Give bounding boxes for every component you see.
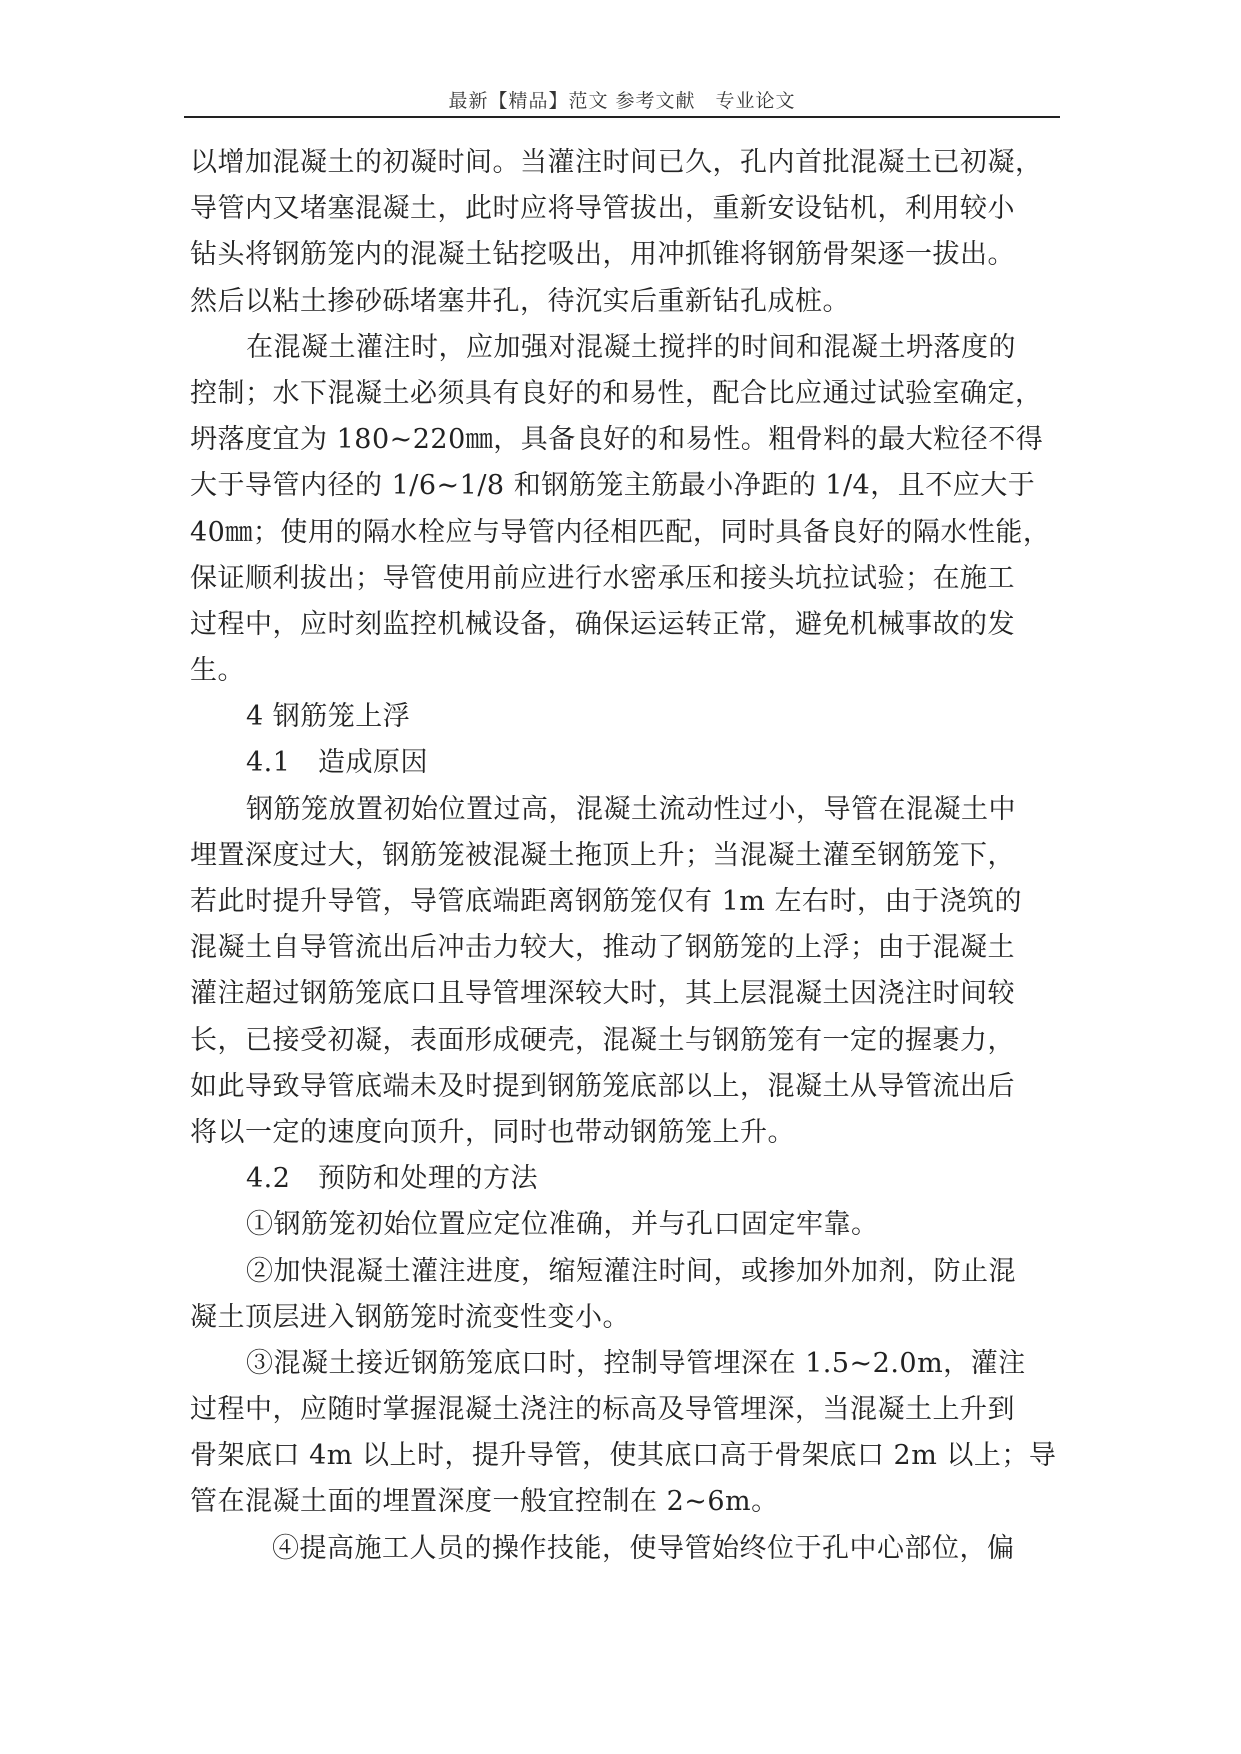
paragraph-line: 钢筋笼放置初始位置过高，混凝土流动性过小，导管在混凝土中 xyxy=(246,793,1016,825)
paragraph-line: 长，已接受初凝，表面形成硬壳，混凝土与钢筋笼有一定的握裹力， xyxy=(190,1024,1015,1056)
list-item: ④提高施工人员的操作技能，使导管始终位于孔中心部位，偏 xyxy=(272,1532,1015,1564)
paragraph-line: 保证顺利拔出；导管使用前应进行水密承压和接头坑拉试验；在施工 xyxy=(190,562,1015,594)
paragraph-line: 如此导致导管底端未及时提到钢筋笼底部以上，混凝土从导管流出后 xyxy=(190,1070,1015,1102)
subsection-heading: 4.1 造成原因 xyxy=(246,747,428,779)
paragraph-line: 导管内又堵塞混凝土，此时应将导管拔出，重新安设钻机，利用较小 xyxy=(190,193,1015,225)
paragraph-line: 生。 xyxy=(190,655,245,687)
header-divider xyxy=(184,116,1060,118)
page-header: 最新【精品】范文 参考文献 专业论文 xyxy=(448,90,796,112)
subsection-heading: 4.2 预防和处理的方法 xyxy=(246,1163,538,1195)
paragraph-line: 若此时提升导管，导管底端距离钢筋笼仅有 1m 左右时，由于浇筑的 xyxy=(190,886,1022,917)
paragraph-line: 40㎜；使用的隔水栓应与导管内径相匹配，同时具备良好的隔水性能， xyxy=(190,516,1051,548)
paragraph-line: 钻头将钢筋笼内的混凝土钻挖吸出，用冲抓锥将钢筋骨架逐一拔出。 xyxy=(190,239,1015,271)
paragraph-line: 凝土顶层进入钢筋笼时流变性变小。 xyxy=(190,1301,630,1333)
paragraph-line: 大于导管内径的 1/6~1/8 和钢筋笼主筋最小净距的 1/4，且不应大于 xyxy=(190,470,1036,502)
paragraph-line: 骨架底口 4m 以上时，提升导管，使其底口高于骨架底口 2m 以上；导 xyxy=(190,1440,1057,1472)
paragraph-line: 管在混凝土面的埋置深度一般宜控制在 2~6m。 xyxy=(190,1486,779,1518)
section-heading: 4 钢筋笼上浮 xyxy=(246,701,411,733)
paragraph-line: 将以一定的速度向顶升，同时也带动钢筋笼上升。 xyxy=(190,1116,795,1148)
paragraph-line: 坍落度宜为 180~220㎜，具备良好的和易性。粗骨料的最大粒径不得 xyxy=(190,424,1044,456)
paragraph-line: 过程中，应时刻监控机械设备，确保运运转正常，避免机械事故的发 xyxy=(190,608,1015,640)
list-item: ③混凝土接近钢筋笼底口时，控制导管埋深在 1.5~2.0m，灌注 xyxy=(246,1347,1026,1379)
list-item: ②加快混凝土灌注进度，缩短灌注时间，或掺加外加剂，防止混 xyxy=(246,1255,1016,1287)
document-body xyxy=(190,140,1056,1572)
paragraph-line: 然后以粘土掺砂砾堵塞井孔，待沉实后重新钻孔成桩。 xyxy=(190,285,850,317)
paragraph-line: 混凝土自导管流出后冲击力较大，推动了钢筋笼的上浮；由于混凝土 xyxy=(190,932,1015,964)
list-item: ①钢筋笼初始位置应定位准确，并与孔口固定牢靠。 xyxy=(246,1209,879,1241)
paragraph-line: 过程中，应随时掌握混凝土浇注的标高及导管埋深，当混凝土上升到 xyxy=(190,1394,1015,1426)
paragraph-line: 在混凝土灌注时，应加强对混凝土搅拌的时间和混凝土坍落度的 xyxy=(246,331,1016,363)
paragraph-line: 灌注超过钢筋笼底口且导管埋深较大时，其上层混凝土因浇注时间较 xyxy=(190,978,1015,1010)
paragraph-line: 以增加混凝土的初凝时间。当灌注时间已久，孔内首批混凝土已初凝， xyxy=(190,147,1043,178)
paragraph-line: 控制；水下混凝土必须具有良好的和易性，配合比应通过试验室确定， xyxy=(190,377,1043,409)
paragraph-line: 埋置深度过大，钢筋笼被混凝土拖顶上升；当混凝土灌至钢筋笼下， xyxy=(190,839,1015,871)
